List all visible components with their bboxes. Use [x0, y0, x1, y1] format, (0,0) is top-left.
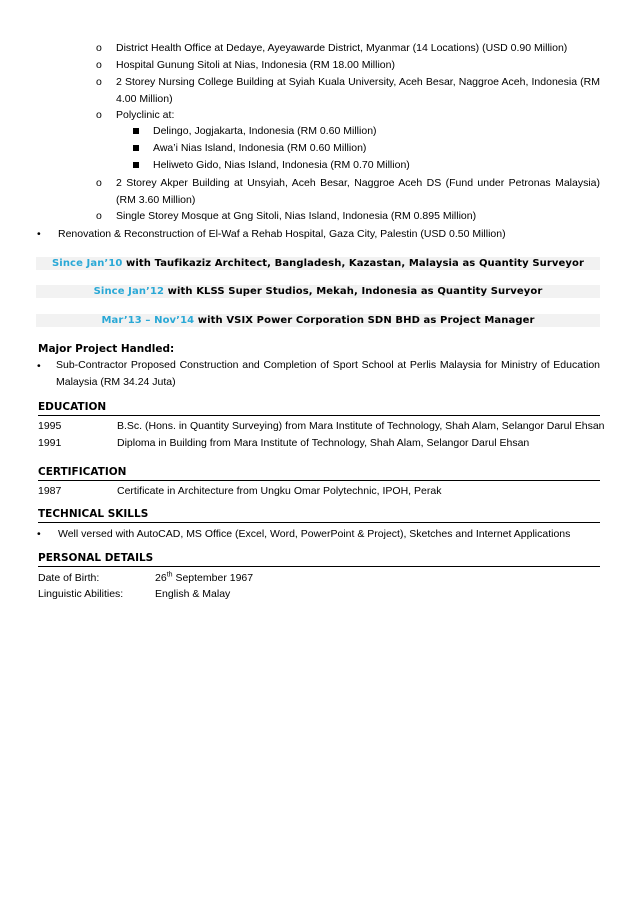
sub-bullet: o [96, 210, 102, 222]
education-heading: EDUCATION [38, 400, 600, 416]
employment-band [36, 314, 600, 327]
sub-bullet: o [96, 109, 102, 121]
languages-value: English & Malay [155, 588, 231, 600]
dob-suffix: th [166, 571, 173, 579]
employment-period: Mar’13 – Nov’14 [101, 315, 195, 326]
polyclinic-item: Heliweto Gido, Nias Island, Indonesia (RM 0.70 Million) [153, 159, 410, 171]
dob-value [155, 571, 253, 585]
polyclinic-item: Delingo, Jogjakarta, Indonesia (RM 0.60 Million) [153, 125, 377, 137]
project-item: District Health Office at Dedaye, Ayeyawarde District, Myanmar (14 Locations) (USD 0.90 Million) [116, 42, 568, 54]
sub-bullet: o [96, 177, 102, 189]
certification-heading: CERTIFICATION [38, 465, 600, 481]
sub-bullet: o [96, 76, 102, 88]
certification-desc: Certificate in Architecture from Ungku Omar Polytechnic, IPOH, Perak [117, 485, 442, 497]
employment-detail: with VSIX Power Corporation SDN BHD as Project Manager [194, 315, 535, 326]
personal-details-heading: PERSONAL DETAILS [38, 551, 600, 567]
project-item: Single Storey Mosque at Gng Sitoli, Nias Island, Indonesia (RM 0.895 Million) [116, 210, 477, 222]
major-project-heading: Major Project Handled: [38, 343, 175, 355]
dob-label: Date of Birth: [38, 572, 100, 584]
employment-band [36, 257, 600, 270]
employment-detail: with Taufikaziz Architect, Bangladesh, Kazastan, Malaysia as Quantity Surveyor [122, 258, 584, 269]
sub-bullet: o [96, 59, 102, 71]
square-bullet-icon [133, 145, 139, 151]
project-item: 2 Storey Akper Building at Unsyiah, Aceh Besar, Naggroe Aceh DS (Fund under Petronas Malaysia) (RM 3.60 Million) [116, 177, 600, 206]
technical-skill-item: Well versed with AutoCAD, MS Office (Excel, Word, PowerPoint & Project), Sketches and Internet Applications [58, 528, 571, 540]
bullet: • [37, 360, 41, 372]
project-item: Polyclinic at: [116, 109, 175, 121]
dob-day: 26 [155, 572, 167, 584]
sub-bullet: o [96, 42, 102, 54]
education-year: 1991 [38, 437, 62, 449]
education-desc: B.Sc. (Hons. in Quantity Surveying) from Mara Institute of Technology, Shah Alam, Selangor Darul Ehsan [117, 420, 605, 432]
bullet: • [37, 228, 41, 240]
polyclinic-item: Awa’i Nias Island, Indonesia (RM 0.60 Million) [153, 142, 367, 154]
technical-skills-heading: TECHNICAL SKILLS [38, 507, 600, 523]
employment-period: Since Jan’10 [52, 258, 123, 269]
major-project-item: Sub-Contractor Proposed Construction and Completion of Sport School at Perlis Malaysia for Ministry of Education Malaysia (RM 34.24 Juta) [56, 359, 600, 388]
square-bullet-icon [133, 128, 139, 134]
square-bullet-icon [133, 162, 139, 168]
certification-year: 1987 [38, 485, 62, 497]
employment-detail: with KLSS Super Studios, Mekah, Indonesia as Quantity Surveyor [164, 286, 543, 297]
employment-band [36, 285, 600, 298]
bullet: • [37, 528, 41, 540]
dob-month-year: September 1967 [172, 572, 254, 584]
project-item: 2 Storey Nursing College Building at Syiah Kuala University, Aceh Besar, Naggroe Aceh, Indonesia (RM 4.00 Million) [116, 76, 600, 105]
renovation-item: Renovation & Reconstruction of El-Waf a Rehab Hospital, Gaza City, Palestin (USD 0.50 Million) [58, 228, 506, 240]
employment-period: Since Jan’12 [93, 286, 165, 297]
project-item: Hospital Gunung Sitoli at Nias, Indonesia (RM 18.00 Million) [116, 59, 395, 71]
languages-label: Linguistic Abilities: [38, 588, 124, 600]
education-desc: Diploma in Building from Mara Institute of Technology, Shah Alam, Selangor Darul Ehsan [117, 437, 530, 449]
education-year: 1995 [38, 420, 62, 432]
